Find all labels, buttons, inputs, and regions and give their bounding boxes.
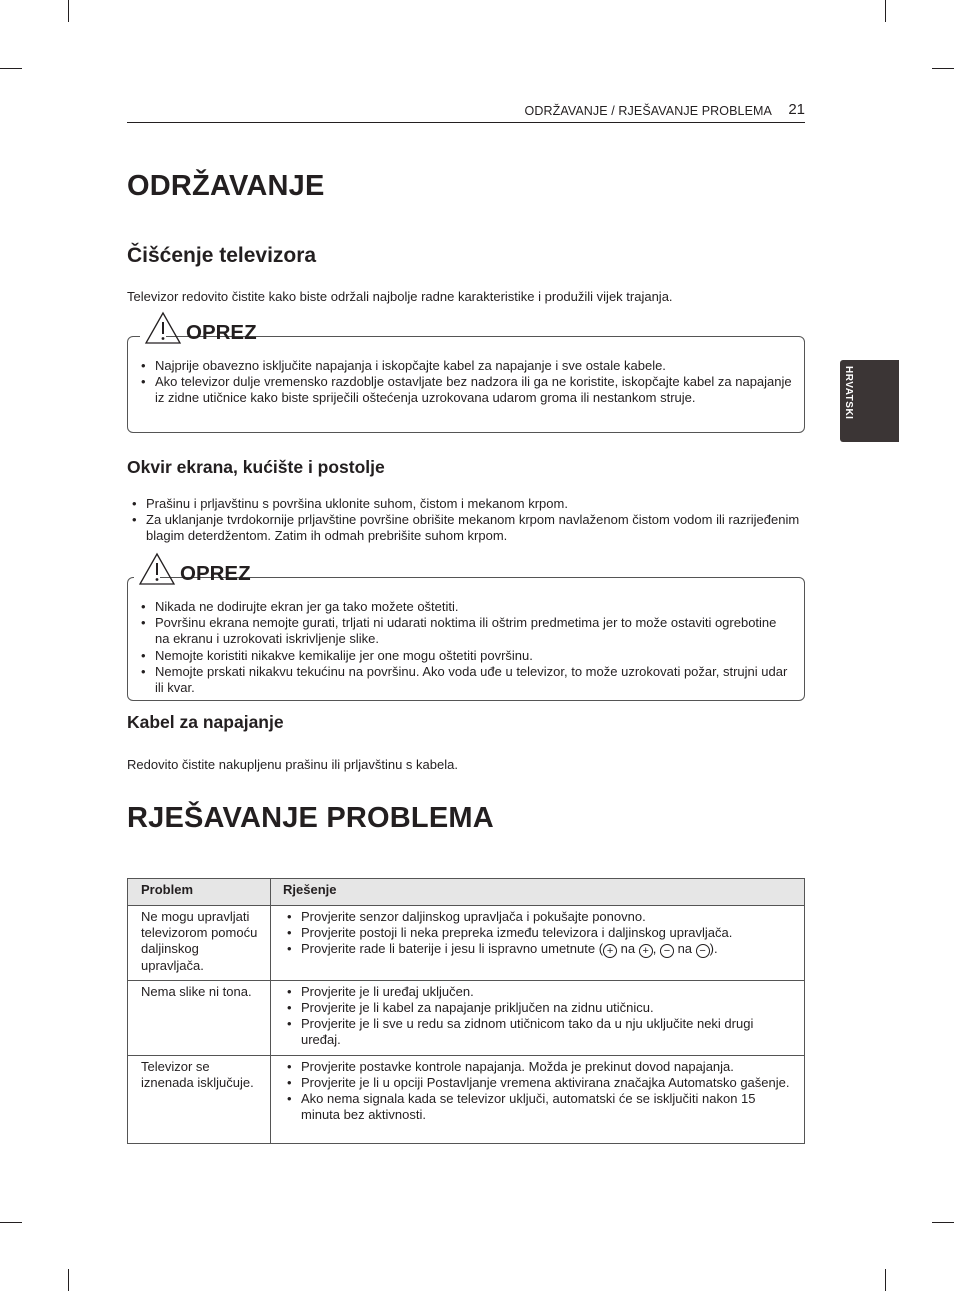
cable-text: Redovito čistite nakupljenu prašinu ili prljavštinu s kabela. [127, 757, 458, 772]
caution-label: OPREZ [186, 321, 257, 344]
list-item: • Provjerite postavke kontrole napajanja. Možda je prekinut dovod napajanja. [283, 1059, 796, 1075]
running-title: ODRŽAVANJE / RJEŠAVANJE PROBLEMA [524, 104, 772, 118]
crop-mark [0, 1222, 22, 1223]
warning-icon [138, 552, 176, 586]
list-item [283, 941, 796, 958]
list-item: • Ako televizor dulje vremensko razdoblje ostavljate bez nadzora ili ga ne koristite, iskopčajte kabel za napajanje iz zidne utičnice kako biste spriječili oštećenja uzrokovana udarom groma ili nestankom struje. [137, 374, 792, 406]
list-item: • Provjerite je li u opciji Postavljanje vremena aktivirana značajka Automatsko gašenje. [283, 1075, 796, 1091]
section-title-maintenance: ODRŽAVANJE [127, 170, 325, 202]
caution-list [137, 599, 792, 696]
list-item: • Prašinu i prljavštinu s površina uklonite suhom, čistom i mekanom krpom. [128, 496, 800, 512]
heading-cable: Kabel za napajanje [127, 712, 284, 732]
list-item: • Provjerite je li uređaj uključen. [283, 984, 796, 1000]
list-item: • Najprije obavezno isključite napajanja i iskopčajte kabel za napajanje i sve ostale kabele. [137, 358, 792, 374]
heading-frame: Okvir ekrana, kućište i postolje [127, 457, 385, 477]
heading-cleaning: Čišćenje televizora [127, 244, 317, 267]
solution-list [283, 1059, 796, 1124]
caution-list [137, 358, 792, 407]
battery-text: na [617, 941, 639, 957]
list-item: • Za uklanjanje tvrdokornije prljavštine površine obrišite mekanom krpom navlaženom čistom vodom ili razrijeđenim blagim deterdžentom. Zatim ih odmah prebrišite suhom krpom. [128, 512, 800, 544]
problem-cell: Nema slike ni tona. [128, 980, 271, 1055]
solution-list [283, 909, 796, 958]
column-header-solution: Rješenje [271, 879, 805, 906]
language-tab-label: HRVATSKI [843, 366, 854, 420]
caution-header [140, 311, 257, 345]
column-header-problem: Problem [128, 879, 271, 906]
problem-cell: Ne mogu upravljati televizorom pomoću daljinskog upravljača. [128, 906, 271, 981]
caution-header [134, 552, 251, 586]
caution-label: OPREZ [180, 562, 251, 585]
crop-mark [0, 68, 22, 69]
crop-mark [885, 0, 886, 22]
warning-icon [144, 311, 182, 345]
list-item: • Površinu ekrana nemojte gurati, trljati ni udarati noktima ili oštrim predmetima jer to može ostaviti ogrebotine na ekranu i uzrokovati iskrivljenje slike. [137, 615, 792, 647]
battery-text: ). [709, 941, 718, 957]
list-item: • Ako nema signala kada se televizor uključi, automatski će se isključiti nakon 15 minuta bez aktivnosti. [283, 1091, 796, 1123]
troubleshooting-table [127, 878, 805, 1144]
solution-cell [271, 1055, 805, 1143]
list-item: • Nemojte prskati nikakvu tekućinu na površinu. Ako voda uđe u televizor, to može uzrokovati požar, strujni udar ili kvar. [137, 664, 792, 696]
battery-text: , [652, 941, 660, 957]
solution-cell [271, 906, 805, 981]
solution-list [283, 984, 796, 1049]
list-item: • Provjerite senzor daljinskog upravljača i pokušajte ponovno. [283, 909, 796, 925]
table-row [128, 980, 805, 1055]
table-header-row [128, 879, 805, 906]
list-item: • Provjerite je li kabel za napajanje priključen na zidnu utičnicu. [283, 1000, 796, 1016]
list-item: • Provjerite je li sve u redu sa zidnom utičnicom tako da u nju uključite neki drugi uređaj. [283, 1016, 796, 1048]
crop-mark [932, 68, 954, 69]
page-number: 21 [788, 101, 805, 118]
crop-mark [885, 1269, 886, 1291]
minus-symbol-icon: − [696, 944, 710, 958]
plus-symbol-icon: + [603, 944, 617, 958]
language-tab [840, 360, 899, 442]
crop-mark [68, 1269, 69, 1291]
crop-mark [68, 0, 69, 22]
running-header [127, 100, 805, 123]
caution-box [127, 321, 805, 433]
table-row [128, 1055, 805, 1143]
plus-symbol-icon: + [639, 944, 653, 958]
caution-box [127, 562, 805, 701]
battery-text: Provjerite rade li baterije i jesu li ispravno umetnute ( [301, 941, 604, 957]
solution-cell [271, 980, 805, 1055]
list-item: • Nemojte koristiti nikakve kemikalije jer one mogu oštetiti površinu. [137, 648, 792, 664]
problem-cell: Televizor se iznenada isključuje. [128, 1055, 271, 1143]
battery-text: na [673, 941, 696, 957]
table-row [128, 906, 805, 981]
minus-symbol-icon: − [660, 944, 674, 958]
cleaning-intro: Televizor redovito čistite kako biste održali najbolje radne karakteristike i produžili vijek trajanja. [127, 289, 673, 304]
frame-list [128, 496, 800, 545]
section-title-troubleshooting: RJEŠAVANJE PROBLEMA [127, 802, 494, 834]
crop-mark [932, 1222, 954, 1223]
list-item: • Nikada ne dodirujte ekran jer ga tako možete oštetiti. [137, 599, 792, 615]
list-item: • Provjerite postoji li neka prepreka između televizora i daljinskog upravljača. [283, 925, 796, 941]
